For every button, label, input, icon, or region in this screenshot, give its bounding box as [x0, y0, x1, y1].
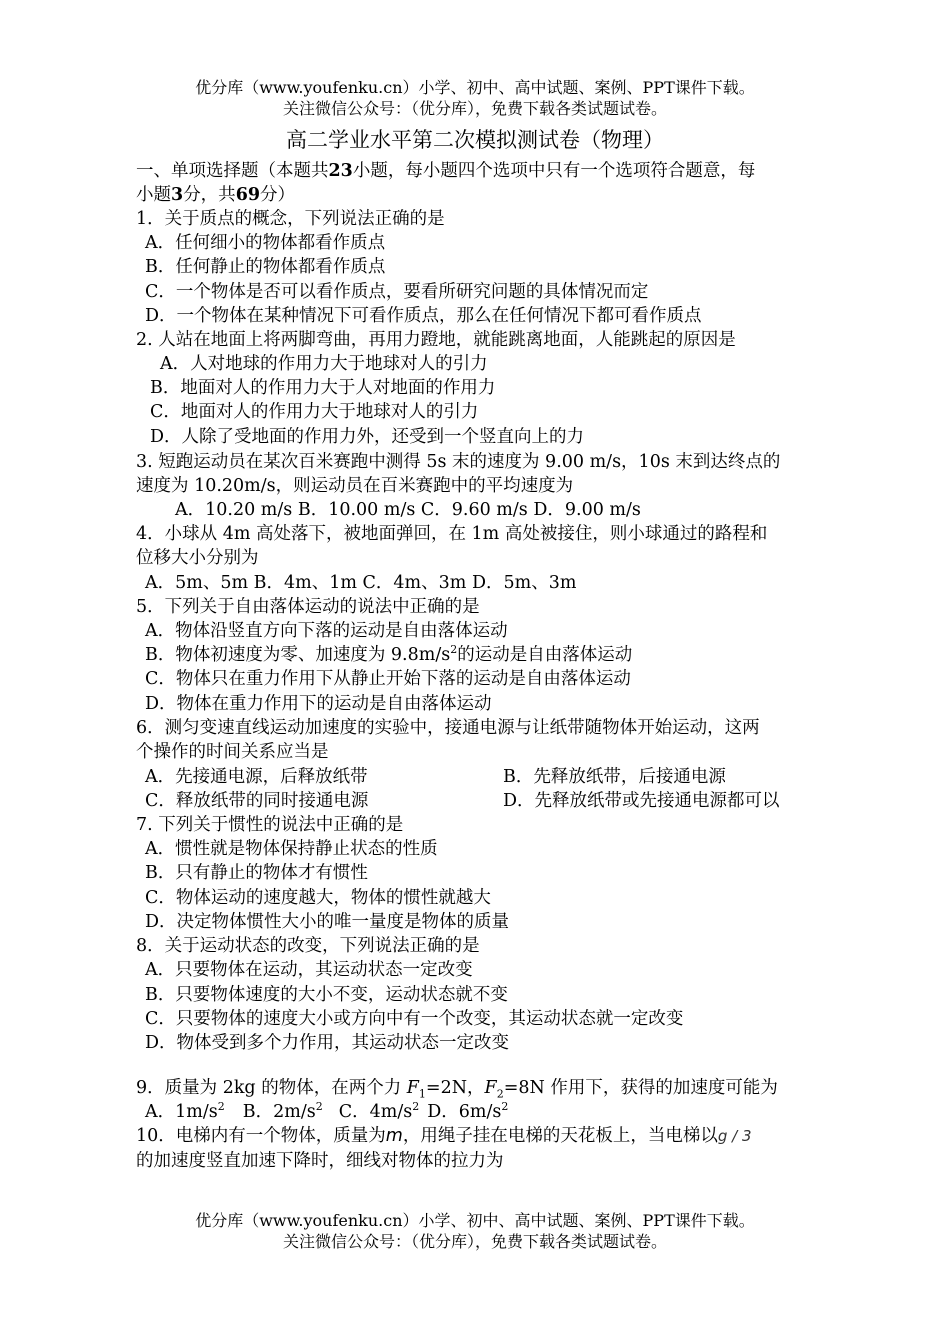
q9-stem: 9．质量为 2kg 的物体，在两个力 $F_1=2N$，$F_2=8N$ 作用下，获得的加速度可能为 [136, 1078, 778, 1101]
q4-options: A．5m、5m B．4m、1m C．4m、3m D．5m、3m [145, 573, 577, 593]
q6-option-d: D．先释放纸带或先接通电源都可以 [503, 791, 780, 811]
q2-stem: 2. 人站在地面上将两脚弯曲，再用力蹬地，就能跳离地面，人能跳起的原因是 [136, 330, 736, 350]
q6-stem-line-1: 6．测匀变速直线运动加速度的实验中，接通电源与让纸带随物体开始运动，这两 [136, 718, 760, 738]
q8-option-a: A．只要物体在运动，其运动状态一定改变 [145, 960, 473, 980]
q1-option-d: D．一个物体在某种情况下可看作质点，那么在任何情况下都可看作质点 [145, 306, 702, 326]
section-heading-line-2: 小题3分，共69分） [136, 185, 296, 205]
q8-stem: 8．关于运动状态的改变，下列说法正确的是 [136, 936, 480, 956]
q9-option-b: B．$2m/s^2$ [242, 1100, 323, 1122]
header-line-2: 关注微信公众号：（优分库），免费下载各类试题试卷。 [282, 99, 667, 118]
q7-option-d: D．决定物体惯性大小的唯一量度是物体的质量 [145, 912, 510, 932]
q8-option-d: D．物体受到多个力作用，其运动状态一定改变 [145, 1033, 510, 1053]
q3-stem-line-1: 3. 短跑运动员在某次百米赛跑中测得 5s 末的速度为 9.00 m/s，10s 末到达终点的 [136, 452, 781, 472]
q4-stem-line-1: 4．小球从 4m 高处落下，被地面弹回，在 1m 高处被接住，则小球通过的路程和 [136, 524, 768, 544]
q1-option-a: A．任何细小的物体都看作质点 [145, 233, 386, 253]
q7-option-c: C．物体运动的速度越大，物体的惯性就越大 [145, 888, 491, 908]
q1-stem: 1．关于质点的概念，下列说法正确的是 [136, 209, 445, 229]
q8-option-c: C．只要物体的速度大小或方向中有一个改变，其运动状态就一定改变 [145, 1009, 684, 1029]
q7-option-b: B．只有静止的物体才有惯性 [145, 863, 368, 883]
q10-stem-line-1: 10．电梯内有一个物体，质量为m，用绳子挂在电梯的天花板上，当电梯以g / 3 [136, 1126, 752, 1146]
q8-option-b: B．只要物体速度的大小不变，运动状态就不变 [145, 985, 508, 1005]
footer-line-1: 优分库（www.youfenku.cn）小学、初中、高中试题、案例、PPT课件下载。 [195, 1211, 755, 1230]
q9-option-c: C．$4m/s^2$ [338, 1100, 420, 1122]
q6-option-c: C．释放纸带的同时接通电源 [145, 791, 369, 811]
q2-option-a: A．人对地球的作用力大于地球对人的引力 [160, 354, 488, 374]
q1-option-c: C．一个物体是否可以看作质点，要看所研究问题的具体情况而定 [145, 282, 649, 302]
q5-stem: 5．下列关于自由落体运动的说法中正确的是 [136, 597, 480, 617]
q9-option-a: A．$1m/s^2$ [145, 1100, 225, 1122]
q7-option-a: A．惯性就是物体保持静止状态的性质 [145, 839, 438, 859]
q2-option-d: D．人除了受地面的作用力外，还受到一个竖直向上的力 [150, 427, 585, 447]
q9-options [145, 1100, 508, 1124]
footer-line-2: 关注微信公众号：（优分库），免费下载各类试题试卷。 [282, 1232, 667, 1251]
q6-option-b: B．先释放纸带，后接通电源 [503, 767, 726, 787]
section-heading-line-1: 一、单项选择题（本题共23小题，每小题四个选项中只有一个选项符合题意，每 [136, 161, 756, 181]
page-title: 高二学业水平第二次模拟测试卷（物理） [286, 128, 664, 152]
q3-stem-line-2: 速度为 10.20m/s，则运动员在百米赛跑中的平均速度为 [136, 476, 574, 496]
q2-option-b: B．地面对人的作用力大于人对地面的作用力 [150, 378, 496, 398]
q5-option-a: A．物体沿竖直方向下落的运动是自由落体运动 [145, 621, 508, 641]
q6-option-a: A．先接通电源，后释放纸带 [145, 767, 368, 787]
q3-options: A．10.20 m/s B．10.00 m/s C．9.60 m/s D．9.00 m/s [175, 500, 641, 520]
q4-stem-line-2: 位移大小分别为 [136, 548, 259, 568]
q9-option-d: D．$6m/s^2$ [427, 1100, 509, 1122]
q2-option-c: C．地面对人的作用力大于地球对人的引力 [150, 402, 479, 422]
header-line-1: 优分库（www.youfenku.cn）小学、初中、高中试题、案例、PPT课件下载。 [195, 78, 755, 97]
q5-option-c: C．物体只在重力作用下从静止开始下落的运动是自由落体运动 [145, 669, 631, 689]
q7-stem: 7. 下列关于惯性的说法中正确的是 [136, 815, 404, 835]
q1-option-b: B．任何静止的物体都看作质点 [145, 257, 386, 277]
q5-option-d: D．物体在重力作用下的运动是自由落体运动 [145, 694, 492, 714]
q10-stem-line-2: 的加速度竖直加速下降时，细线对物体的拉力为 [136, 1151, 504, 1171]
q5-option-b: B．物体初速度为零、加速度为 $9.8m/s^2$的运动是自由落体运动 [145, 643, 633, 665]
q6-stem-line-2: 个操作的时间关系应当是 [136, 742, 329, 762]
